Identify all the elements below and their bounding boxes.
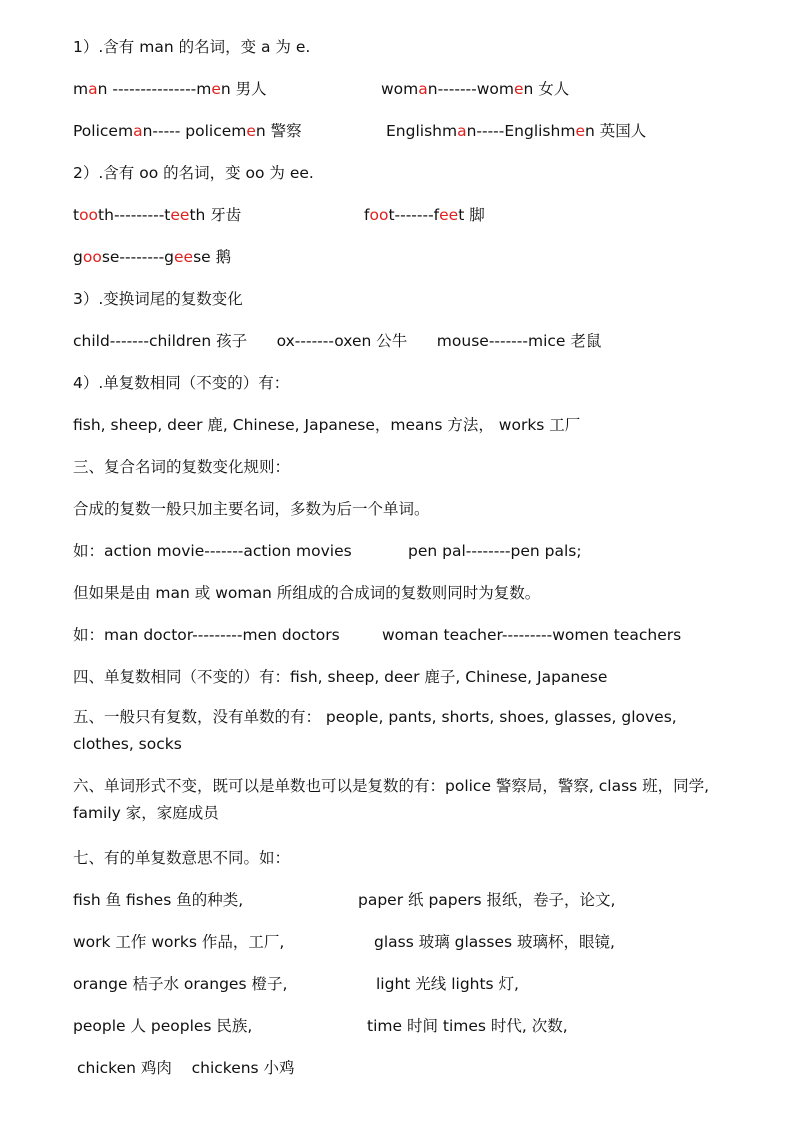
section3-heading: 三、复合名词的复数变化规则：	[73, 458, 291, 476]
rule3-heading: 3）.变换词尾的复数变化	[73, 290, 243, 308]
pair-left: orange 桔子水 oranges 橙子,	[73, 975, 288, 993]
section3-example1	[73, 541, 582, 561]
pair-right: glass 玻璃 glasses 玻璃杯，眼镜,	[374, 933, 615, 951]
rule2-row1	[73, 205, 485, 225]
example-man-doctor: 如：man doctor---------men doctors	[73, 626, 340, 644]
word-pair-man-men: man ---------------men 男人	[73, 80, 267, 98]
pair-left: people 人 peoples 民族,	[73, 1017, 253, 1035]
section3-line2: 但如果是由 man 或 woman 所组成的合成词的复数则同时为复数。	[73, 584, 541, 602]
rule1-row1	[73, 79, 570, 99]
pair-right: time 时间 times 时代, 次数,	[367, 1017, 568, 1035]
section7-row	[73, 890, 616, 910]
word-pair-tooth-teeth: tooth---------teeth 牙齿	[73, 206, 242, 224]
rule2-row2	[73, 247, 231, 267]
pair-right: paper 纸 papers 报纸，卷子，论文,	[358, 891, 616, 909]
word-pair-goose-geese: goose--------geese 鹅	[73, 248, 232, 266]
example-pen-pal: pen pal--------pen pals;	[408, 542, 582, 560]
word-pair-woman-women: woman-------women 女人	[381, 80, 570, 98]
word-pair-policeman-policemen: Policeman----- policemen 警察	[73, 122, 302, 140]
pair-right: light 光线 lights 灯,	[376, 975, 519, 993]
example-woman-teacher: woman teacher---------women teachers	[382, 626, 682, 644]
section7-last-row: chicken 鸡肉 chickens 小鸡	[77, 1059, 295, 1077]
section5-text: 五、一般只有复数，没有单数的有： people, pants, shorts, shoes, glasses, gloves, clothes, socks	[73, 708, 677, 753]
section3-line1: 合成的复数一般只加主要名词，多数为后一个单词。	[73, 500, 430, 518]
rule1-heading: 1）.含有 man 的名词，变 a 为 e.	[73, 38, 311, 56]
word-pair-foot-feet: foot-------feet 脚	[364, 206, 485, 224]
rule3-row: child-------children 孩子 ox-------oxen 公牛 mouse-------mice 老鼠	[73, 332, 602, 350]
section3-example2	[73, 625, 682, 645]
section4-text: 四、单复数相同（不变的）有：fish, sheep, deer 鹿子, Chinese, Japanese	[73, 668, 608, 686]
rule4-heading: 4）.单复数相同（不变的）有：	[73, 374, 290, 392]
pair-left: fish 鱼 fishes 鱼的种类,	[73, 891, 244, 909]
section7-row	[73, 932, 615, 952]
section7-row	[73, 1016, 568, 1036]
rule4-row: fish, sheep, deer 鹿, Chinese, Japanese，means 方法， works 工厂	[73, 416, 581, 434]
word-pair-englishman-englishmen: Englishman-----Englishmen 英国人	[386, 122, 647, 140]
rule2-heading: 2）.含有 oo 的名词，变 oo 为 ee.	[73, 164, 314, 182]
section7-row	[73, 974, 519, 994]
section6-text: 六、单词形式不变，既可以是单数也可以是复数的有：police 警察局，警察, class 班，同学, family 家，家庭成员	[73, 777, 710, 822]
pair-left: work 工作 works 作品，工厂,	[73, 933, 285, 951]
rule1-row2	[73, 121, 647, 141]
example-action-movie: 如：action movie-------action movies	[73, 542, 352, 560]
section7-heading: 七、有的单复数意思不同。如：	[73, 849, 291, 867]
